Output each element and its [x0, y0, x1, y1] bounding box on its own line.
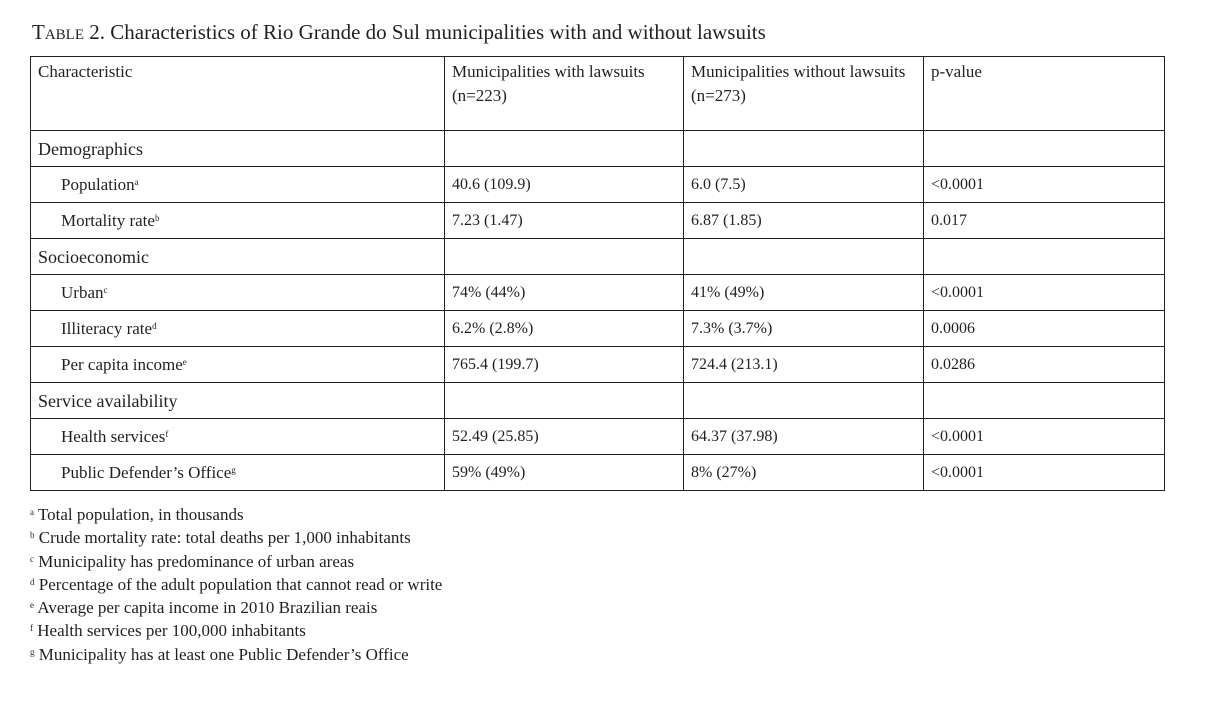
value-without-lawsuits: 724.4 (213.1) — [684, 347, 924, 383]
footnote-mark: f — [30, 623, 33, 634]
footnote — [30, 573, 442, 596]
value-without-lawsuits: 41% (49%) — [684, 275, 924, 311]
value-without-lawsuits: 7.3% (3.7%) — [684, 311, 924, 347]
empty-cell — [445, 239, 684, 275]
table-row — [31, 203, 1165, 239]
row-label: Urban — [61, 282, 104, 302]
value-p-value: <0.0001 — [924, 419, 1165, 455]
row-label: Per capita income — [61, 354, 183, 374]
empty-cell — [684, 131, 924, 167]
table-row — [31, 275, 1165, 311]
section-title: Demographics — [31, 131, 445, 167]
value-p-value: <0.0001 — [924, 167, 1165, 203]
table-row — [31, 419, 1165, 455]
table-row — [31, 311, 1165, 347]
row-label: Mortality rate — [61, 210, 155, 230]
characteristics-table — [30, 56, 1165, 491]
footnote-marker: e — [182, 356, 187, 367]
value-with-lawsuits: 52.49 (25.85) — [445, 419, 684, 455]
footnote-mark: c — [30, 553, 34, 564]
row-label-cell — [31, 455, 445, 491]
section-title: Service availability — [31, 383, 445, 419]
footnote — [30, 643, 442, 666]
footnote-marker: c — [103, 284, 108, 295]
empty-cell — [924, 383, 1165, 419]
footnote-marker: f — [165, 428, 169, 439]
footnote-text: Health services per 100,000 inhabitants — [37, 621, 306, 641]
row-label-cell — [31, 275, 445, 311]
footnote-marker: d — [152, 320, 157, 331]
row-label-cell — [31, 167, 445, 203]
value-without-lawsuits: 8% (27%) — [684, 455, 924, 491]
footnote-mark: a — [30, 507, 34, 517]
value-without-lawsuits: 6.87 (1.85) — [684, 203, 924, 239]
footnote-text: Crude mortality rate: total deaths per 1,000 inhabitants — [38, 528, 411, 548]
header-p-value: p-value — [924, 57, 1165, 131]
empty-cell — [684, 383, 924, 419]
section-title: Socioeconomic — [31, 239, 445, 275]
section-row — [31, 383, 1165, 419]
table-row — [31, 455, 1165, 491]
footnote-text: Municipality has predominance of urban areas — [38, 551, 355, 571]
header-row — [31, 57, 1165, 131]
table-caption — [32, 18, 766, 46]
table-row — [31, 347, 1165, 383]
value-p-value: <0.0001 — [924, 455, 1165, 491]
footnote-mark: g — [30, 646, 35, 657]
row-label: Health services — [61, 426, 166, 446]
value-without-lawsuits: 64.37 (37.98) — [684, 419, 924, 455]
value-with-lawsuits: 74% (44%) — [445, 275, 684, 311]
value-with-lawsuits: 40.6 (109.9) — [445, 167, 684, 203]
footnote-marker: a — [134, 176, 139, 187]
header-characteristic: Characteristic — [31, 57, 445, 131]
table-row — [31, 167, 1165, 203]
footnote-text: Percentage of the adult population that cannot read or write — [38, 574, 443, 594]
footnote-mark: d — [30, 576, 35, 587]
footnote-text: Total population, in thousands — [37, 505, 244, 524]
row-label: Illiteracy rate — [61, 318, 153, 338]
empty-cell — [924, 239, 1165, 275]
row-label: Public Defender’s Office — [61, 462, 232, 482]
value-p-value: 0.0286 — [924, 347, 1165, 383]
footnote-mark: b — [30, 530, 35, 541]
value-with-lawsuits: 59% (49%) — [445, 455, 684, 491]
table-caption-text: Characteristics of Rio Grande do Sul municipalities with and without lawsuits — [110, 20, 766, 44]
value-with-lawsuits: 765.4 (199.7) — [445, 347, 684, 383]
row-label-cell — [31, 347, 445, 383]
value-p-value: 0.0006 — [924, 311, 1165, 347]
footnote-mark: e — [30, 600, 34, 611]
row-label-cell — [31, 203, 445, 239]
table-caption-label: Table 2. — [32, 20, 105, 44]
value-p-value: 0.017 — [924, 203, 1165, 239]
row-label-cell — [31, 311, 445, 347]
footnote — [30, 619, 442, 642]
header-with-lawsuits: Municipalities with lawsuits (n=223) — [445, 57, 684, 131]
empty-cell — [445, 131, 684, 167]
row-label: Population — [61, 174, 135, 194]
footnote-text: Average per capita income in 2010 Brazilian reais — [37, 598, 378, 618]
value-with-lawsuits: 7.23 (1.47) — [445, 203, 684, 239]
footnote-text: Municipality has at least one Public Defender’s Office — [38, 644, 409, 664]
section-row — [31, 239, 1165, 275]
empty-cell — [445, 383, 684, 419]
footnote-marker: b — [154, 212, 160, 223]
value-without-lawsuits: 6.0 (7.5) — [684, 167, 924, 203]
footnote — [30, 550, 442, 573]
footnote — [30, 526, 442, 549]
footnote — [30, 596, 442, 619]
section-row — [31, 131, 1165, 167]
table-footnotes — [30, 503, 442, 666]
empty-cell — [684, 239, 924, 275]
empty-cell — [924, 131, 1165, 167]
value-p-value: <0.0001 — [924, 275, 1165, 311]
footnote — [30, 503, 442, 526]
row-label-cell — [31, 419, 445, 455]
header-without-lawsuits: Municipalities without lawsuits (n=273) — [684, 57, 924, 131]
value-with-lawsuits: 6.2% (2.8%) — [445, 311, 684, 347]
footnote-marker: g — [231, 464, 236, 475]
